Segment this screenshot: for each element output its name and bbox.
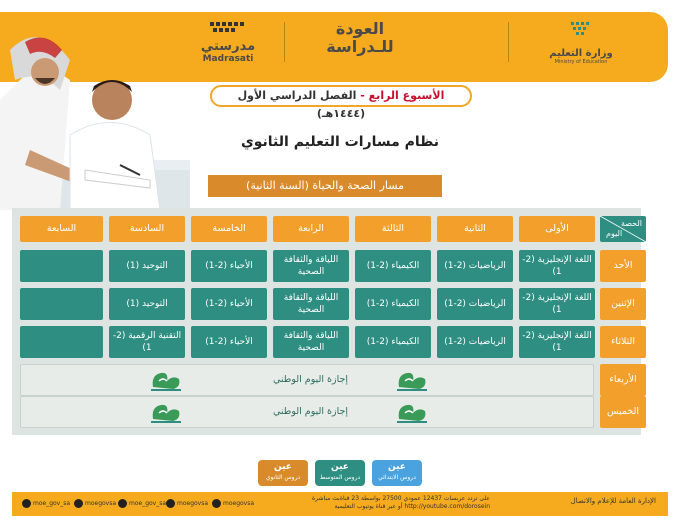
national-day-logo-icon <box>147 401 187 425</box>
badge-secondary[interactable] <box>258 460 308 486</box>
lesson-cell: الأحياء (2-1) <box>191 288 267 320</box>
day-monday: الإثنين <box>600 288 646 320</box>
divider <box>508 22 509 62</box>
lesson-cell: التقنية الرقمية (2-1) <box>109 326 185 358</box>
holiday-row <box>20 396 594 428</box>
youtube-link[interactable]: http://youtube.com/dorosein <box>404 503 490 510</box>
lesson-cell: الأحياء (2-1) <box>191 326 267 358</box>
badge-brand: عين <box>274 462 292 472</box>
lesson-cell: الرياضيات (2-1) <box>437 326 513 358</box>
period-header-6: السادسة <box>109 216 185 242</box>
lesson-cell: الكيمياء (2-1) <box>355 288 431 320</box>
social-web[interactable] <box>166 499 208 508</box>
madrasati-en: Madrasati <box>202 54 254 64</box>
period-header-2: الثانية <box>437 216 513 242</box>
social-youtube[interactable] <box>212 499 254 508</box>
corner-day-label: اليوم <box>606 229 623 238</box>
day-sunday: الأحد <box>600 250 646 282</box>
corner-header <box>600 216 646 242</box>
facebook-icon <box>74 499 83 508</box>
lesson-cell: الكيمياء (2-1) <box>355 326 431 358</box>
lesson-cell-empty <box>20 326 103 358</box>
lesson-cell: اللغة الإنجليزية (2-1) <box>519 288 595 320</box>
social-handle: moegovsa <box>223 500 255 507</box>
period-header-7: السابعة <box>20 216 103 242</box>
social-handle: moe_gov_sa <box>33 500 71 507</box>
lesson-cell-empty <box>20 250 103 282</box>
national-day-logo-icon <box>393 401 433 425</box>
moe-emblem-icon <box>568 20 594 42</box>
badge-label: دروس المتوسط <box>319 474 361 481</box>
week-dash: - <box>356 89 369 102</box>
lesson-cell: اللياقة والثقافة الصحية <box>273 288 349 320</box>
youtube-icon <box>212 499 221 508</box>
schedule-table <box>12 208 641 435</box>
signature: الإدارة العامة للإعلام والاتصال <box>570 497 656 505</box>
madrasati-logo <box>188 20 268 64</box>
moe-name-ar: وزارة التعليم <box>549 48 613 59</box>
madrasati-ar: مدرستي <box>200 39 256 54</box>
holiday-row <box>20 364 594 396</box>
lesson-cell: الرياضيات (2-1) <box>437 288 513 320</box>
social-snapchat[interactable] <box>118 499 166 508</box>
header-logos <box>188 12 638 74</box>
lesson-cell: الكيمياء (2-1) <box>355 250 431 282</box>
period-header-4: الرابعة <box>273 216 349 242</box>
divider <box>284 22 285 62</box>
lesson-cell: التوحيد (1) <box>109 250 185 282</box>
social-facebook[interactable] <box>74 499 116 508</box>
day-wednesday: الأربعاء <box>600 364 646 396</box>
lesson-cell: الرياضيات (2-1) <box>437 250 513 282</box>
day-thursday: الخميس <box>600 396 646 428</box>
campaign-line1: العودة <box>335 19 385 38</box>
badge-brand: عين <box>388 462 406 472</box>
broadcast-line2 <box>270 503 490 511</box>
social-handle: moe_gov_sa <box>129 500 167 507</box>
page-title: نظام مسارات التعليم الثانوي <box>240 134 440 150</box>
broadcast-line2-text: أو عبر قناة يوتيوب التعليمية <box>334 503 403 510</box>
snapchat-icon <box>118 499 127 508</box>
lesson-cell: اللياقة والثقافة الصحية <box>273 250 349 282</box>
lesson-cell: الأحياء (2-1) <box>191 250 267 282</box>
back-to-school-logo <box>300 20 420 56</box>
moe-name-en: Ministry of Education <box>554 59 608 65</box>
social-handle: moegovsa <box>177 500 209 507</box>
broadcast-info <box>270 495 490 511</box>
broadcast-line1: على تردد عربسات 12437 عمودي 27500 بواسطة 23 قناةبث مباشرة <box>312 495 490 502</box>
holiday-text: إجازة اليوم الوطني <box>273 406 348 417</box>
national-day-logo-icon <box>393 369 433 393</box>
week-label: الأسبوع الرابع <box>368 89 445 102</box>
madrasati-grid-icon <box>208 21 248 35</box>
badge-brand: عين <box>331 462 349 472</box>
holiday-text: إجازة اليوم الوطني <box>273 374 348 385</box>
badge-primary[interactable] <box>372 460 422 486</box>
footer <box>12 492 668 516</box>
term-label: الفصل الدراسي الأول (١٤٤٤هـ) <box>237 89 366 120</box>
badge-intermediate[interactable] <box>315 460 365 486</box>
lesson-cell: اللغة الإنجليزية (2-1) <box>519 326 595 358</box>
moe-logo <box>526 20 636 65</box>
period-header-1: الأولى <box>519 216 595 242</box>
badge-label: دروس الثانوي <box>265 474 301 481</box>
social-twitter[interactable] <box>22 499 70 508</box>
lesson-cell: التوحيد (1) <box>109 288 185 320</box>
student-illustration <box>0 20 190 210</box>
day-tuesday: الثلاثاء <box>600 326 646 358</box>
twitter-icon <box>22 499 31 508</box>
badge-label: دروس الابتدائي <box>378 474 416 481</box>
period-header-5: الخامسة <box>191 216 267 242</box>
corner-period-label: الحصة <box>620 219 642 228</box>
lesson-cell: اللغة الإنجليزية (2-1) <box>519 250 595 282</box>
period-header-3: الثالثة <box>355 216 431 242</box>
social-handle: moegovsa <box>85 500 117 507</box>
campaign-line2: للـدراسة <box>326 37 394 56</box>
lesson-cell-empty <box>20 288 103 320</box>
track-title: مسار الصحة والحياة (السنة الثانية) <box>208 175 442 197</box>
globe-icon <box>166 499 175 508</box>
lesson-cell: اللياقة والثقافة الصحية <box>273 326 349 358</box>
week-banner <box>210 85 472 120</box>
national-day-logo-icon <box>147 369 187 393</box>
